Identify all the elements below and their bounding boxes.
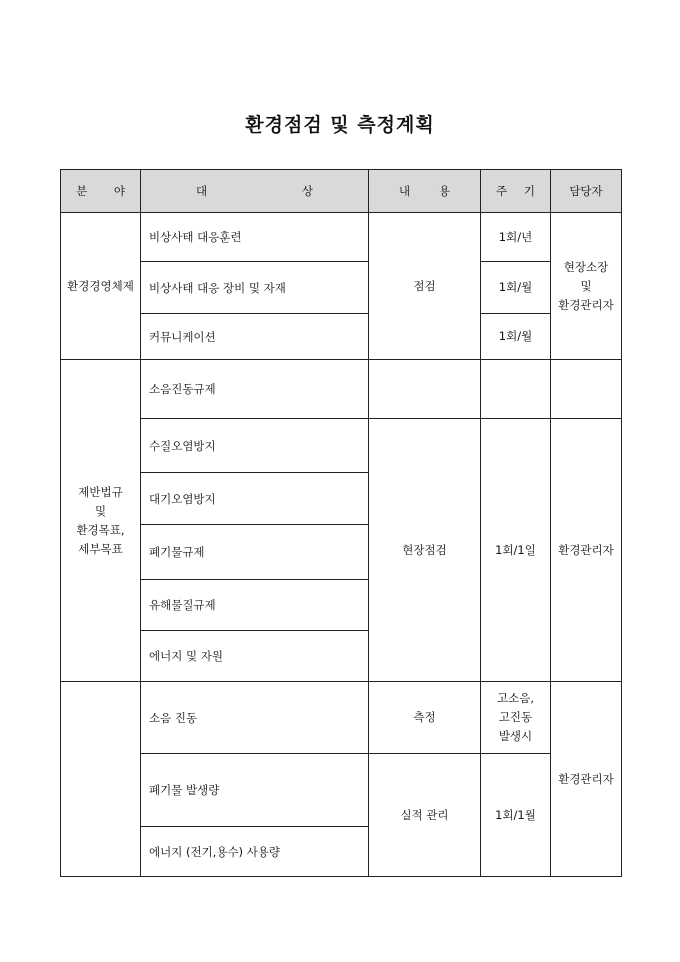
target-cell: 커뮤니케이션: [141, 314, 369, 360]
content-cell: 점검: [369, 213, 481, 360]
target-cell: 대기오염방지: [141, 473, 369, 525]
content-cell-empty: [369, 360, 481, 419]
target-cell: 수질오염방지: [141, 419, 369, 473]
content-cell: 실적 관리: [369, 754, 481, 877]
target-cell: 유해물질규제: [141, 580, 369, 631]
header-target: 대 상: [141, 170, 369, 213]
table-row: [61, 213, 622, 262]
content-cell: 현장점검: [369, 419, 481, 682]
table-row: [61, 360, 622, 419]
field-cell: 제반법규 및 환경목표, 세부목표: [61, 360, 141, 682]
cycle-cell: 고소음, 고진동 발생시: [481, 682, 551, 754]
target-cell: 소음진동규제: [141, 360, 369, 419]
table-row: [61, 419, 622, 473]
header-row: [61, 170, 622, 213]
target-cell: 에너지 및 자원: [141, 631, 369, 682]
target-cell: 비상사태 대응훈련: [141, 213, 369, 262]
cycle-cell: 1회/월: [481, 262, 551, 314]
page-title: 환경점검 및 측정계획: [245, 114, 435, 136]
manager-cell: 환경관리자: [551, 419, 622, 682]
manager-cell: 현장소장 및 환경관리자: [551, 213, 622, 360]
table-row: [61, 754, 622, 827]
table-row: [61, 314, 622, 360]
manager-cell: 환경관리자: [551, 682, 622, 877]
table-row: [61, 682, 622, 754]
cycle-cell-empty: [481, 360, 551, 419]
field-cell: 환경경영체제: [61, 213, 141, 360]
target-cell: 폐기물규제: [141, 525, 369, 580]
header-content: 내 용: [369, 170, 481, 213]
cycle-cell: 1회/1일: [481, 419, 551, 682]
target-cell: 비상사태 대응 장비 및 자재: [141, 262, 369, 314]
header-cycle: 주 기: [481, 170, 551, 213]
target-cell: 폐기물 발생량: [141, 754, 369, 827]
table-row: [61, 262, 622, 314]
manager-cell-empty: [551, 360, 622, 419]
target-cell: 소음 진동: [141, 682, 369, 754]
header-field: 분 야: [61, 170, 141, 213]
target-cell: 에너지 (전기,용수) 사용량: [141, 827, 369, 877]
cycle-cell: 1회/년: [481, 213, 551, 262]
content-cell: 측정: [369, 682, 481, 754]
inspection-plan-table: [60, 169, 622, 877]
field-cell-empty: [61, 682, 141, 877]
cycle-cell: 1회/월: [481, 314, 551, 360]
header-manager: 담당자: [551, 170, 622, 213]
cycle-cell: 1회/1월: [481, 754, 551, 877]
